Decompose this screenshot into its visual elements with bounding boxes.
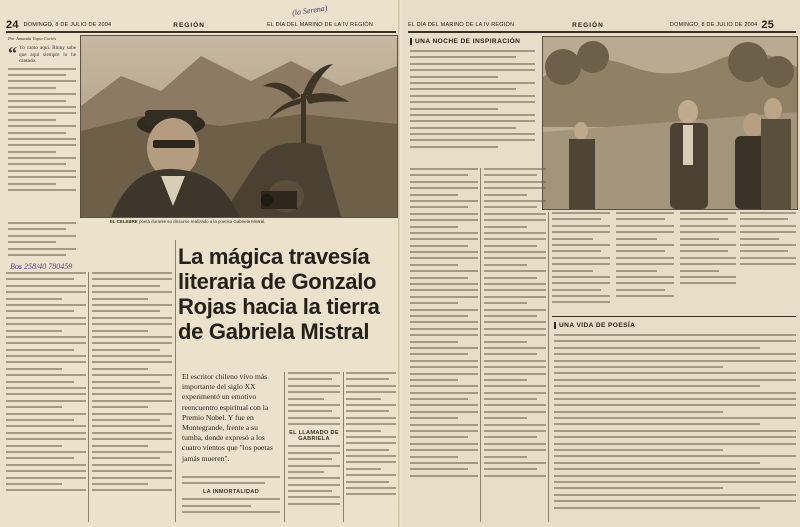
header-date-right: DOMINGO, 8 DE JULIO DE 2004: [669, 22, 758, 28]
article-column-2: [6, 272, 86, 524]
right-column-6: [740, 212, 796, 312]
box-vida-text: [554, 334, 796, 524]
article-column-5: [288, 372, 340, 524]
right-column-5: [680, 212, 736, 312]
header-section: REGIÓN: [173, 21, 205, 29]
byline: Por Amanda Tapia Cortés: [8, 36, 57, 41]
article-column-1-cont: [8, 222, 76, 264]
subhead-inmortalidad: LA INMORTALIDAD: [202, 488, 260, 495]
article-lead: El escritor chileno vivo más importante del siglo XX experimentó un emotivo reencuentro espiritual con la Premio Nobel. Y fue en Montegrande, frente a su tumba, donde expresó a los cuatro vientos que "los poetas jamás mueren".: [182, 372, 273, 463]
header-date: DOMINGO, 8 DE JULIO DE 2004: [23, 22, 112, 28]
right-column-2: [484, 168, 546, 524]
caption-text: poeta durante su discurso realizado a la poetisa Gabriela Mistral.: [138, 219, 266, 224]
article-photo-group: [542, 36, 798, 210]
header-section-right: REGIÓN: [572, 21, 604, 29]
article-photo-poet: [80, 35, 398, 218]
article-column-1: [8, 36, 76, 216]
header-rule-right: [408, 31, 796, 33]
header-masthead: EL DÍA DEL MARINO DE LA IV REGIÓN: [266, 22, 374, 28]
box-title-noche: UNA NOCHE DE INSPIRACIÓN: [410, 38, 520, 45]
page-number-right: 25: [761, 19, 775, 31]
article-column-6: [346, 372, 396, 524]
photo-caption: [110, 219, 390, 224]
header-rule: [6, 31, 396, 33]
page-header-left: [6, 20, 396, 30]
right-column-4: [616, 212, 674, 312]
newspaper-page-right: [402, 0, 800, 527]
article-column-4: [182, 476, 280, 524]
handwritten-note: (la Serena): [291, 3, 328, 18]
stamp-note: Bos 258/40 780459: [10, 262, 73, 271]
page-header-right: [408, 20, 796, 30]
box-title-vida: UNA VIDA DE POESÍA: [554, 322, 635, 329]
article-headline: La mágica travesía literaria de Gonzalo Rojas hacia la tierra de Gabriela Mistral: [178, 244, 380, 344]
caption-label: EL CELEBRE: [110, 219, 138, 224]
page-number: 24: [6, 19, 19, 31]
subhead-llamado: EL LLAMADO DE GABRIELA: [289, 429, 339, 442]
header-masthead-right: EL DÍA DEL MARINO DE LA IV REGIÓN: [408, 22, 515, 28]
right-column-1: [410, 168, 478, 524]
right-column-3: [552, 212, 610, 312]
box-noche-column-1: [410, 50, 535, 162]
drop-cap-quote: “: [8, 43, 17, 64]
article-column-3: [92, 272, 172, 524]
opening-paragraph: Yo canto aquí. Rinny sabe que aquí siempre lo he cantado.: [19, 45, 76, 65]
